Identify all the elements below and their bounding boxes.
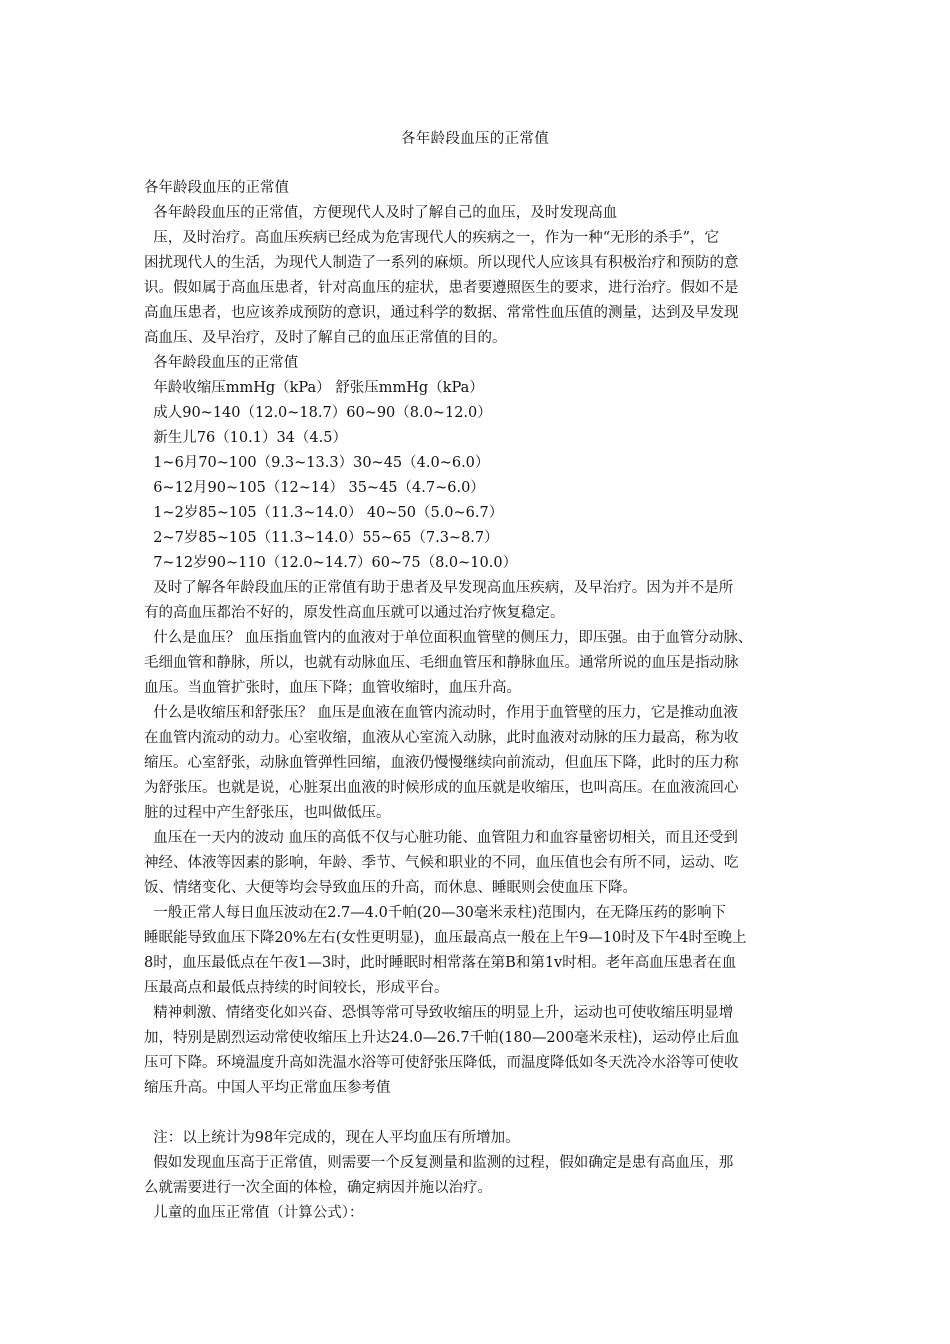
body-text-line: 1~2岁85~105（11.3~14.0） 40~50（5.0~6.7） [144,505,504,521]
body-text-line: 8时，血压最低点在午夜1—3时，此时睡眠时相常落在第B和第1v时相。老年高血压患者在血 [144,955,737,971]
body-text-line: 脏的过程中产生舒张压，也叫做低压。 [144,805,391,821]
body-text-line: 各年龄段血压的正常值 [144,180,289,196]
body-text-line: 7~12岁90~110（12.0~14.7）60~75（8.0~10.0） [144,555,518,571]
body-text-line: 精神刺激、情绪变化如兴奋、恐惧等常可导致收缩压的明显上升，运动也可使收缩压明显增 [144,1005,734,1021]
body-text-line: 各年龄段血压的正常值 [144,355,299,371]
body-text-line: 一般正常人每日血压波动在2.7—4.0千帕(20—30毫米汞柱)范围内，在无降压药的影响下 [144,905,727,921]
body-text-line: 睡眠能导致血压下降20%左右(女性更明显)，血压最高点一般在上午9—10时及下午4时至晚上 [144,930,747,946]
body-text-line: 识。假如属于高血压患者，针对高血压的症状，患者要遵照医生的要求，进行治疗。假如不是 [144,280,739,296]
body-text-line: 在血管内流动的动力。心室收缩，血液从心室流入动脉，此时血液对动脉的压力最高，称为收 [144,730,739,746]
body-text-line: 神经、体液等因素的影响，年龄、季节、气候和职业的不同，血压值也会有所不同，运动、吃 [144,855,739,871]
body-text-line: 毛细血管和静脉，所以，也就有动脉血压、毛细血管压和静脉血压。通常所说的血压是指动脉 [144,655,739,671]
body-text-line: 什么是收缩压和舒张压？ 血压是血液在血管内流动时，作用于血管壁的压力，它是推动血液 [144,705,738,721]
body-text-line: 压可下降。环境温度升高如洗温水浴等可使舒张压降低，而温度降低如冬天洗冷水浴等可使收 [144,1055,739,1071]
body-text-line: 注：以上统计为98年完成的，现在人平均血压有所增加。 [144,1130,520,1146]
body-text-line: 成人90~140（12.0~18.7）60~90（8.0~12.0） [144,405,492,421]
document-title: 各年龄段血压的正常值 [401,131,549,147]
body-text-line: 6~12月90~105（12~14） 35~45（4.7~6.0） [144,480,485,496]
body-text-line: 困扰现代人的生活，为现代人制造了一系列的麻烦。所以现代人应该具有积极治疗和预防的意 [144,255,739,271]
body-text-line: 什么是血压？ 血压指血管内的血液对于单位面积血管壁的侧压力，即压强。由于血管分动脉、 [144,630,753,646]
body-text-line: 及时了解各年龄段血压的正常值有助于患者及早发现高血压疾病，及早治疗。因为并不是所 [144,580,734,596]
body-text-line: 饭、情绪变化、大便等均会导致血压的升高，而休息、睡眠则会使血压下降。 [144,880,637,896]
body-text-line: 儿童的血压正常值（计算公式）： [144,1205,364,1221]
body-text-line: 压，及时治疗。高血压疾病已经成为危害现代人的疾病之一，作为一种“无形的杀手”，它 [144,230,720,246]
body-text-line: 有的高血压都治不好的，原发性高血压就可以通过治疗恢复稳定。 [144,605,565,621]
body-text-line: 加，特别是剧烈运动常使收缩压上升达24.0—26.7千帕(180—200毫米汞柱)，运动停止后血 [144,1030,740,1046]
body-text-line: 高血压、及早治疗，及时了解自己的血压正常值的目的。 [144,330,507,346]
body-text-line: 年龄收缩压mmHg（kPa） 舒张压mmHg（kPa） [144,380,484,396]
body-text-line: 高血压患者，也应该养成预防的意识，通过科学的数据、常常性血压值的测量，达到及早发现 [144,305,739,321]
body-text-line: 血压在一天内的波动 血压的高低不仅与心脏功能、血管阻力和血容量密切相关，而且还受到 [144,830,738,846]
body-text-line: 各年龄段血压的正常值，方便现代人及时了解自己的血压，及时发现高血 [144,205,618,221]
document-body [144,176,834,1226]
body-text-line: 2~7岁85~105（11.3~14.0）55~65（7.3~8.7） [144,530,499,546]
body-text-line: 为舒张压。也就是说，心脏泵出血液的时候形成的血压就是收缩压，也叫高压。在血液流回心 [144,780,739,796]
body-text-line: 缩压。心室舒张，动脉血管弹性回缩，血液仍慢慢继续向前流动，但血压下降，此时的压力称 [144,755,739,771]
blank-line [144,1101,834,1126]
body-text-line: 缩压升高。中国人平均正常血压参考值 [144,1080,391,1096]
body-text-line: 血压。当血管扩张时，血压下降；血管收缩时，血压升高。 [144,680,521,696]
body-text-line: 压最高点和最低点持续的时间较长，形成平台。 [144,980,449,996]
body-text-line: 1~6月70~100（9.3~13.3）30~45（4.0~6.0） [144,455,490,471]
body-text-line: 么就需要进行一次全面的体检，确定病因并施以治疗。 [144,1180,492,1196]
body-text-line: 假如发现血压高于正常值，则需要一个反复测量和监测的过程，假如确定是患有高血压，那 [144,1155,734,1171]
body-text-line: 新生儿76（10.1）34（4.5） [144,430,347,446]
